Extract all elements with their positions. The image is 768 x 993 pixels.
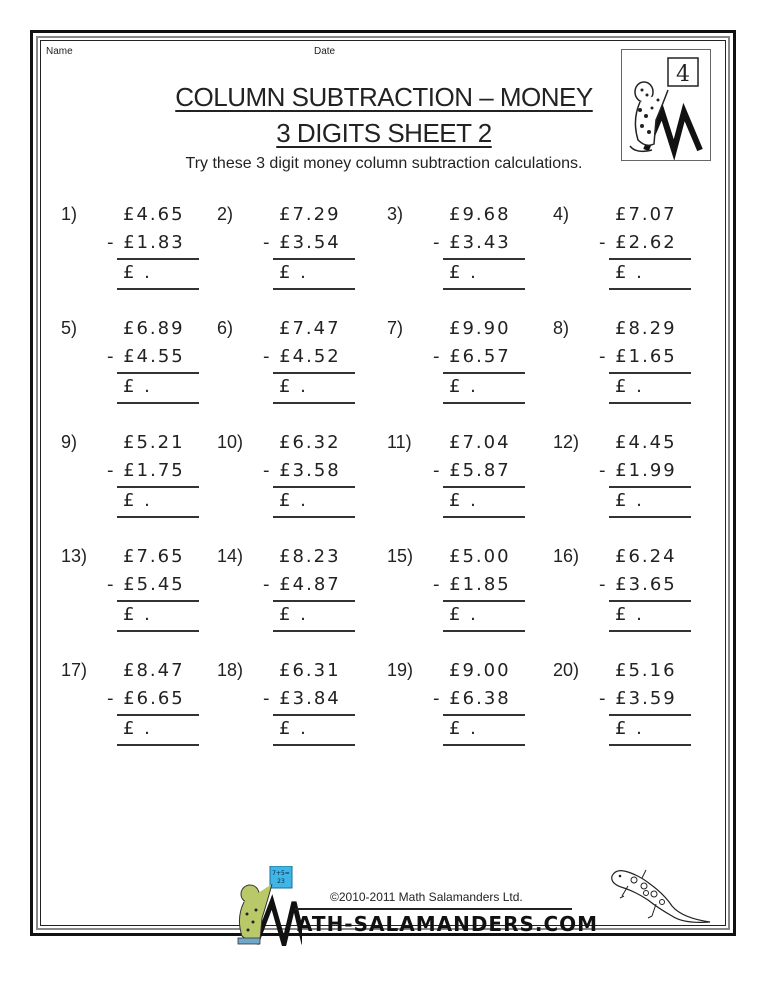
subtraction-line	[117, 600, 199, 602]
problem-20	[553, 660, 713, 750]
subtraction-line	[443, 600, 525, 602]
problem-4	[553, 204, 713, 294]
answer-underline	[609, 744, 691, 746]
minuend: £7.65	[123, 546, 185, 567]
answer-field[interactable]: £ .	[279, 490, 308, 511]
minuend: £7.29	[279, 204, 341, 225]
svg-text:7+5=: 7+5=	[272, 870, 290, 877]
problem-number: 2)	[217, 204, 234, 224]
subtrahend: - £3.59	[599, 688, 677, 709]
answer-field[interactable]: £ .	[123, 718, 152, 739]
answer-underline	[273, 516, 355, 518]
subtraction-line	[273, 372, 355, 374]
title-line-1: COLUMN SUBTRACTION – MONEY	[175, 82, 593, 112]
answer-underline	[609, 402, 691, 404]
problem-number: 16)	[553, 546, 580, 566]
problem-number: 5)	[61, 318, 78, 338]
minuend: £5.00	[449, 546, 511, 567]
subtrahend: - £1.99	[599, 460, 677, 481]
answer-field[interactable]: £ .	[123, 490, 152, 511]
problem-number: 13)	[61, 546, 88, 566]
problem-7	[387, 318, 547, 408]
instructions: Try these 3 digit money column subtraction calculations.	[185, 155, 583, 172]
answer-underline	[117, 630, 199, 632]
name-label: Name	[46, 46, 73, 57]
subtrahend: - £4.55	[107, 346, 185, 367]
subtraction-line	[443, 714, 525, 716]
answer-underline	[117, 744, 199, 746]
minuend: £6.89	[123, 318, 185, 339]
subtraction-line	[443, 372, 525, 374]
problem-11	[387, 432, 547, 522]
minuend: £8.47	[123, 660, 185, 681]
subtraction-line	[609, 714, 691, 716]
minuend: £4.45	[615, 432, 677, 453]
answer-field[interactable]: £ .	[449, 376, 478, 397]
answer-underline	[117, 288, 199, 290]
footer-divider	[295, 908, 572, 910]
answer-underline	[443, 516, 525, 518]
problem-3	[387, 204, 547, 294]
salamander-grade-icon	[622, 50, 710, 160]
subtraction-line	[443, 258, 525, 260]
answer-field[interactable]: £ .	[615, 262, 644, 283]
problem-number: 17)	[61, 660, 88, 680]
answer-field[interactable]: £ .	[449, 718, 478, 739]
subtraction-line	[117, 372, 199, 374]
problem-number: 10)	[217, 432, 244, 452]
answer-field[interactable]: £ .	[123, 262, 152, 283]
subtrahend: - £3.84	[263, 688, 341, 709]
problem-9	[61, 432, 221, 522]
subtrahend: - £3.43	[433, 232, 511, 253]
answer-underline	[273, 288, 355, 290]
answer-underline	[117, 402, 199, 404]
site-wordmark: ATH-SALAMANDERS.COM	[297, 912, 599, 936]
answer-field[interactable]: £ .	[279, 376, 308, 397]
answer-field[interactable]: £ .	[615, 490, 644, 511]
subtrahend: - £2.62	[599, 232, 677, 253]
subtraction-line	[609, 258, 691, 260]
answer-underline	[273, 744, 355, 746]
problem-14	[217, 546, 377, 636]
answer-field[interactable]: £ .	[615, 376, 644, 397]
answer-field[interactable]: £ .	[449, 604, 478, 625]
problem-number: 4)	[553, 204, 570, 224]
answer-underline	[609, 516, 691, 518]
problem-number: 9)	[61, 432, 78, 452]
subtraction-line	[273, 714, 355, 716]
problem-16	[553, 546, 713, 636]
problem-1	[61, 204, 221, 294]
answer-field[interactable]: £ .	[279, 718, 308, 739]
problem-17	[61, 660, 221, 750]
subtraction-line	[117, 486, 199, 488]
answer-underline	[609, 630, 691, 632]
subtrahend: - £1.85	[433, 574, 511, 595]
answer-field[interactable]: £ .	[449, 490, 478, 511]
answer-underline	[117, 516, 199, 518]
minuend: £5.21	[123, 432, 185, 453]
subtraction-line	[273, 600, 355, 602]
answer-underline	[443, 744, 525, 746]
problem-number: 3)	[387, 204, 404, 224]
problem-19	[387, 660, 547, 750]
minuend: £7.47	[279, 318, 341, 339]
minuend: £5.16	[615, 660, 677, 681]
subtrahend: - £6.38	[433, 688, 511, 709]
subtraction-line	[117, 258, 199, 260]
footer-salamander-logo-icon	[232, 866, 302, 946]
subtraction-line	[273, 258, 355, 260]
answer-field[interactable]: £ .	[615, 604, 644, 625]
answer-field[interactable]: £ .	[279, 604, 308, 625]
problem-number: 12)	[553, 432, 580, 452]
subtrahend: - £3.65	[599, 574, 677, 595]
problem-number: 14)	[217, 546, 244, 566]
svg-text:4: 4	[676, 62, 690, 87]
problem-15	[387, 546, 547, 636]
svg-text:23: 23	[277, 878, 285, 885]
minuend: £7.07	[615, 204, 677, 225]
subtrahend: - £1.83	[107, 232, 185, 253]
subtrahend: - £4.52	[263, 346, 341, 367]
problem-number: 15)	[387, 546, 414, 566]
grade-logo	[621, 49, 711, 161]
problem-12	[553, 432, 713, 522]
salamander-drawing-icon	[606, 866, 716, 928]
problem-number: 20)	[553, 660, 580, 680]
subtrahend: - £5.45	[107, 574, 185, 595]
minuend: £9.90	[449, 318, 511, 339]
problem-number: 19)	[387, 660, 414, 680]
minuend: £8.23	[279, 546, 341, 567]
subtraction-line	[443, 486, 525, 488]
problem-number: 11)	[387, 432, 412, 452]
answer-field[interactable]: £ .	[615, 718, 644, 739]
answer-field[interactable]: £ .	[123, 604, 152, 625]
title-line-2: 3 DIGITS SHEET 2	[276, 118, 492, 148]
minuend: £8.29	[615, 318, 677, 339]
minuend: £6.31	[279, 660, 341, 681]
subtrahend: - £1.75	[107, 460, 185, 481]
problem-number: 1)	[61, 204, 78, 224]
minuend: £9.68	[449, 204, 511, 225]
subtrahend: - £5.87	[433, 460, 511, 481]
answer-underline	[609, 288, 691, 290]
subtrahend: - £3.58	[263, 460, 341, 481]
answer-underline	[443, 402, 525, 404]
subtraction-line	[117, 714, 199, 716]
problem-number: 7)	[387, 318, 404, 338]
subtraction-line	[609, 372, 691, 374]
problem-5	[61, 318, 221, 408]
answer-field[interactable]: £ .	[123, 376, 152, 397]
problem-number: 8)	[553, 318, 570, 338]
subtraction-line	[609, 486, 691, 488]
date-label: Date	[314, 46, 336, 57]
minuend: £9.00	[449, 660, 511, 681]
problem-10	[217, 432, 377, 522]
subtraction-line	[273, 486, 355, 488]
subtrahend: - £1.65	[599, 346, 677, 367]
answer-field[interactable]: £ .	[279, 262, 308, 283]
subtrahend: - £6.57	[433, 346, 511, 367]
problem-6	[217, 318, 377, 408]
minuend: £6.32	[279, 432, 341, 453]
problem-number: 6)	[217, 318, 234, 338]
problem-18	[217, 660, 377, 750]
problem-13	[61, 546, 221, 636]
subtrahend: - £6.65	[107, 688, 185, 709]
copyright-text: ©2010-2011 Math Salamanders Ltd.	[330, 890, 523, 904]
answer-underline	[443, 288, 525, 290]
answer-underline	[443, 630, 525, 632]
problem-8	[553, 318, 713, 408]
problem-2	[217, 204, 377, 294]
subtrahend: - £3.54	[263, 232, 341, 253]
subtraction-line	[609, 600, 691, 602]
answer-field[interactable]: £ .	[449, 262, 478, 283]
answer-underline	[273, 630, 355, 632]
minuend: £4.65	[123, 204, 185, 225]
problem-number: 18)	[217, 660, 244, 680]
minuend: £7.04	[449, 432, 511, 453]
minuend: £6.24	[615, 546, 677, 567]
subtrahend: - £4.87	[263, 574, 341, 595]
answer-underline	[273, 402, 355, 404]
